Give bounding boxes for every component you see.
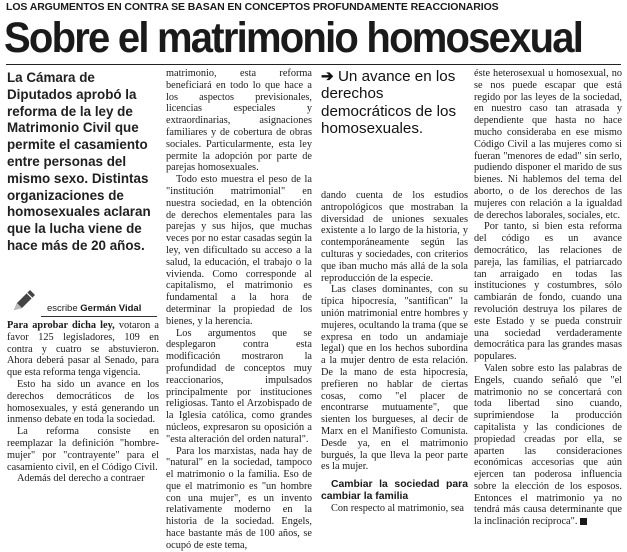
byline	[7, 288, 159, 318]
article-column-3	[321, 190, 468, 515]
paragraph: Esto ha sido un avance en los derechos democráticos de los homosexuales, y está generando un inmenso debate en toda la sociedad.	[7, 378, 159, 426]
pen-icon	[11, 288, 37, 314]
paragraph: Las clases dominantes, con su típica hipocresía, "santifican" la unión matrimonial entre hombres y mujeres, ocultando la trama (que se expresa en todo un andamiaje legal) que en los hechos subordina a la mujer dentro de esta relación. De la mano de esta hipocresía, prefieren no hablar de ciertas cosas, como "el placer de encontrarse mutuamente", que sienten los burgueses, al decir de Marx en el Manifiesto Comunista. Desde ya, en el matrimonio burgués, la que lleva la peor parte es la mujer.	[321, 284, 468, 473]
first-sentence-rest: votaron a favor 125 legisladores, 109 en contra y cuatro se abstuvieron. Ahora deberá pasar al Senado, para que esta reforma tenga vigencia.	[7, 320, 159, 379]
pull-quote-text: Un avance en los derechos democráticos de los homosexuales.	[321, 68, 457, 138]
paragraph: Por tanto, si bien esta reforma del código es un avance democrático, las relaciones de pareja, las familias, el patriarcado tan arraigado en todas las instituciones y costumbres, sólo cambiarán de fondo, cuando una revolución destruya los pilares de este Estado y se pueda construir una sociedad verdaderamente democrática para las grandes masas populares.	[474, 221, 622, 363]
paragraph: Con respecto al matrimonio, sea	[331, 502, 464, 514]
paragraph: La reforma consiste en reemplazar la definición "hombre-mujer" por "contrayente" para el casamiento civil, en el Código Civil.	[7, 426, 159, 473]
article-column-1	[7, 320, 159, 485]
paragraph: matrimonio, esta reforma beneficiará en todo lo que hace a los aspectos previsionales, licencias especiales y extraordinarias, asignaciones familiares y de cobertura de obras sociales. Particularmente, esta ley permite la adopción por parte de parejas homosexuales.	[166, 68, 312, 174]
paragraph: Para los marxistas, nada hay de "natural" en la sociedad, tampoco el matrimonio o la familia. Eso de que el matrimonio es "un hombre con una mujer", es un invento relativamente moderno en la historia de la sociedad. Engels, hace bastante más de 100 años, se ocupó de este tema,	[166, 445, 312, 551]
pull-quote	[321, 68, 468, 138]
paragraph: Todo esto muestra el peso de la "institución matrimonial" en nuestra sociedad, en la obtención de derechos elementales para las parejas y sus hijos, que muchas veces por no estar casadas según la ley, ven dificultado su acceso a la salud, la educación, el trabajo o la vivienda. Como corresponde al capitalismo, el matrimonio es fundamental a la hora de determinar la propiedad de los bienes, y la herencia.	[166, 174, 312, 327]
byline-prefix: escribe	[47, 303, 78, 314]
paragraph: Además del derecho a contraer	[17, 473, 145, 485]
section-subhead: Cambiar la sociedad para cambiar la familia	[321, 479, 468, 502]
byline-rule	[41, 316, 157, 317]
kicker: LOS ARGUMENTOS EN CONTRA SE BASAN EN CONCEPTOS PROFUNDAMENTE REACCIONARIOS	[6, 1, 499, 13]
lead-paragraph: La Cámara de Diputados aprobó la reforma de la ley de Matrimonio Civil que permite el casamiento entre personas del mismo sexo. Distintas organizaciones de homosexuales aclaran que la lucha viene de hace más de 20 años.	[7, 70, 151, 253]
paragraph: dando cuenta de los estudios antropológicos que mostraban la diversidad de uniones sexuales existente a lo largo de la historia, y contemporáneamente según las culturas y sociedades, con criterios que iban mucho más allá de la sola reproducción de la especie.	[321, 190, 468, 284]
headline-rule	[6, 64, 621, 65]
paragraph	[474, 363, 622, 528]
byline-label	[47, 303, 141, 314]
arrow-icon: ➔	[321, 68, 334, 85]
end-mark	[580, 518, 587, 525]
headline: Sobre el matrimonio homosexual	[4, 14, 583, 62]
paragraph	[7, 320, 159, 379]
paragraph: Los argumentos que se desplegaron contra esta modificación mostraron la profundidad de conceptos muy reaccionarios, impulsados principalmente por instituciones religiosas. Tanto el Arzobispado de la Iglesia católica, como grandes núcleos, expresaron su oposición a "esta alteración del orden natural".	[166, 327, 312, 445]
closing-quote: Valen sobre esto las palabras de Engels, cuando señaló que "el matrimonio no se concertará con toda libertad sino cuando, suprimiendose la producción capitalista y las condiciones de propiedad creadas por ella, se aparten las consideraciones económicas accesorias que aún ejercen tan poderosa influencia sobre la elección de los esposos. Entonces el matrimonio ya no tendrá más causa determinante que la inclinación recíproca".	[474, 362, 622, 528]
first-sentence-bold: Para aprobar dicha ley,	[7, 320, 115, 331]
byline-author: Germán Vidal	[80, 303, 142, 314]
article-column-2	[166, 68, 312, 552]
article-column-4	[474, 68, 622, 528]
paragraph: éste heterosexual u homosexual, no se nos puede escapar que está regido por las leyes de la sociedad, en nuestro caso tan atrasada y dependiente que hasta no hace mucho consideraba en ese mismo Código Civil a las mujeres como si fueran "menores de edad" sin serlo, pudiendo disponer el marido de sus bienes. Ni hablemos del tema del aborto, o de los derechos de las mujeres con relación a la igualdad de derechos laborales, sociales, etc.	[474, 68, 622, 221]
